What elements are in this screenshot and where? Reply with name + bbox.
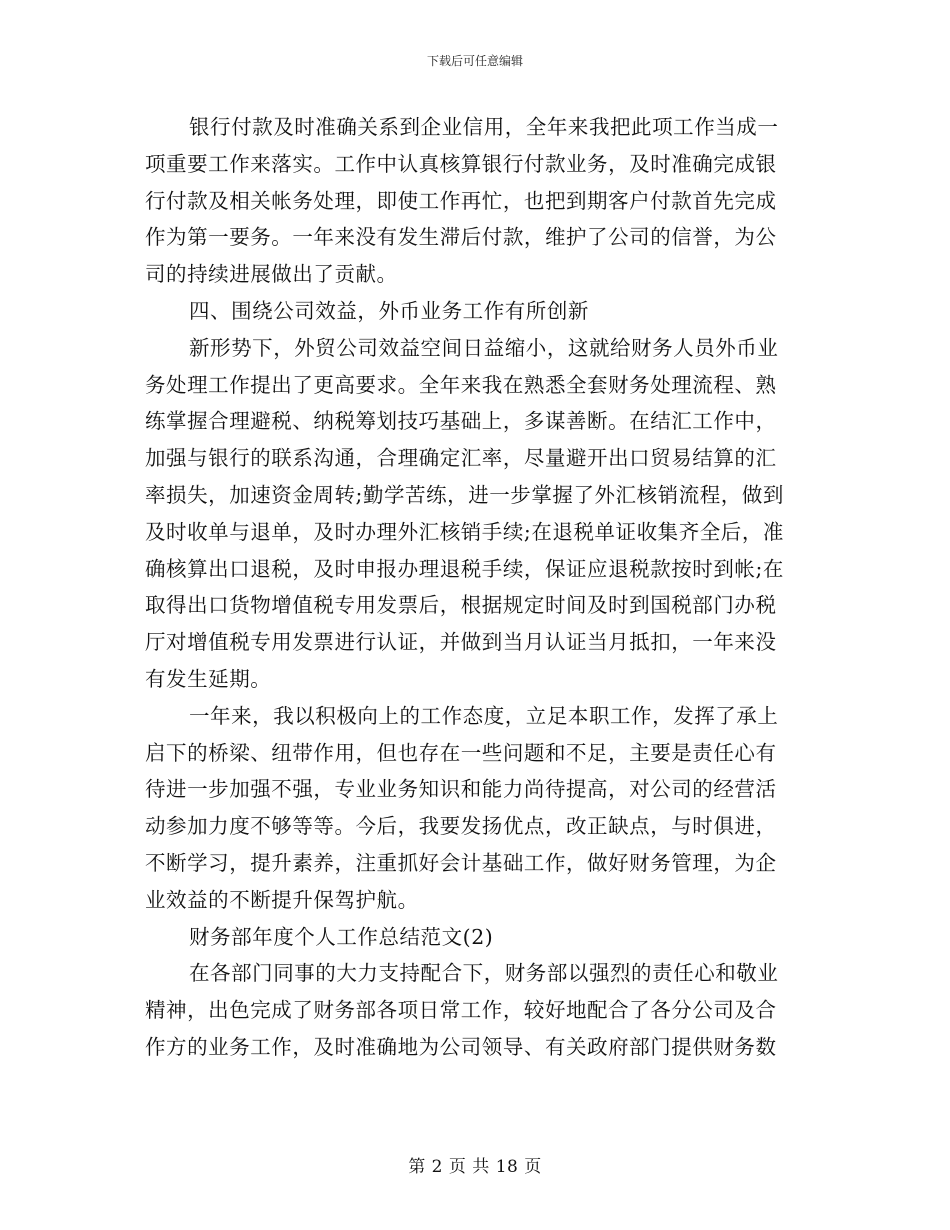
text-line: 加强与银行的联系沟通，合理确定汇率，尽量避开出口贸易结算的汇: [145, 446, 777, 471]
page-footer: [0, 1156, 950, 1178]
paragraph-foreign-currency: [145, 330, 808, 698]
footer-page-number: 2: [431, 1157, 443, 1177]
page-header-note: 下载后可任意编辑: [426, 54, 523, 68]
footer-suffix: 页: [524, 1157, 542, 1177]
footer-prefix: 第: [408, 1157, 426, 1177]
text-line: 取得出口货物增值税专用发票后，根据规定时间及时到国税部门办税: [145, 593, 777, 618]
text-line: 有发生延期。: [145, 666, 272, 691]
text-line: 厅对增值税专用发票进行认证，并做到当月认证当月抵扣，一年来没: [145, 630, 777, 655]
text-line: 及时收单与退单，及时办理外汇核销手续;在退税单证收集齐全后，准: [145, 519, 784, 544]
paragraph-bank-payment: [145, 109, 808, 293]
text-line: 精神，出色完成了财务部各项日常工作，较好地配合了各分公司及合: [145, 998, 777, 1023]
text-line: 司的持续进展做出了贡献。: [145, 262, 398, 287]
footer-total-pages: 18: [495, 1157, 519, 1177]
text-line: 新形势下，外贸公司效益空间日益缩小，这就给财务人员外币业: [189, 335, 779, 360]
text-line: 行付款及相关帐务处理，即使工作再忙，也把到期客户付款首先完成: [145, 188, 777, 213]
text-line: 动参加力度不够等等。今后，我要发扬优点，改正缺点，与时俱进，: [145, 814, 777, 839]
text-line: 作为第一要务。一年来没有发生滞后付款，维护了公司的信誉，为公: [145, 225, 777, 250]
text-line: 财务部年度个人工作总结范文(2): [189, 924, 494, 949]
text-line: 务处理工作提出了更高要求。全年来我在熟悉全套财务处理流程、熟: [145, 372, 777, 397]
text-line: 在各部门同事的大力支持配合下，财务部以强烈的责任心和敬业: [189, 961, 779, 986]
text-line: 待进一步加强不强，专业业务知识和能力尚待提高，对公司的经营活: [145, 777, 777, 802]
text-line: 银行付款及时准确关系到企业信用，全年来我把此项工作当成一: [189, 115, 779, 139]
text-line: 不断学习，提升素养，注重抓好会计基础工作，做好财务管理，为企: [145, 850, 777, 875]
text-line: 练掌握合理避税、纳税筹划技巧基础上，多谋善断。在结汇工作中，: [145, 409, 777, 434]
text-line: 确核算出口退税，及时申报办理退税手续，保证应退税款按时到帐;在: [145, 556, 784, 581]
section-heading-foreign-currency: [145, 293, 808, 330]
document-body: [145, 109, 808, 1066]
text-line: 业效益的不断提升保驾护航。: [145, 887, 419, 912]
text-line: 项重要工作来落实。工作中认真核算银行付款业务，及时准确完成银: [145, 151, 777, 176]
footer-middle: 页 共: [448, 1157, 490, 1177]
text-line: 一年来，我以积极向上的工作态度，立足本职工作，发挥了承上: [189, 703, 779, 728]
paragraph-department-support: [145, 955, 808, 1065]
paragraph-summary: [145, 698, 808, 919]
text-line: 启下的桥梁、纽带作用，但也存在一些问题和不足，主要是责任心有: [145, 740, 777, 765]
text-line: 作方的业务工作，及时准确地为公司领导、有关政府部门提供财务数: [145, 1034, 777, 1059]
section-heading-sample-2: [145, 919, 808, 956]
text-line: 四、围绕公司效益，外币业务工作有所创新: [189, 298, 589, 323]
text-line: 率损失，加速资金周转;勤学苦练，进一步掌握了外汇核销流程，做到: [145, 482, 784, 507]
